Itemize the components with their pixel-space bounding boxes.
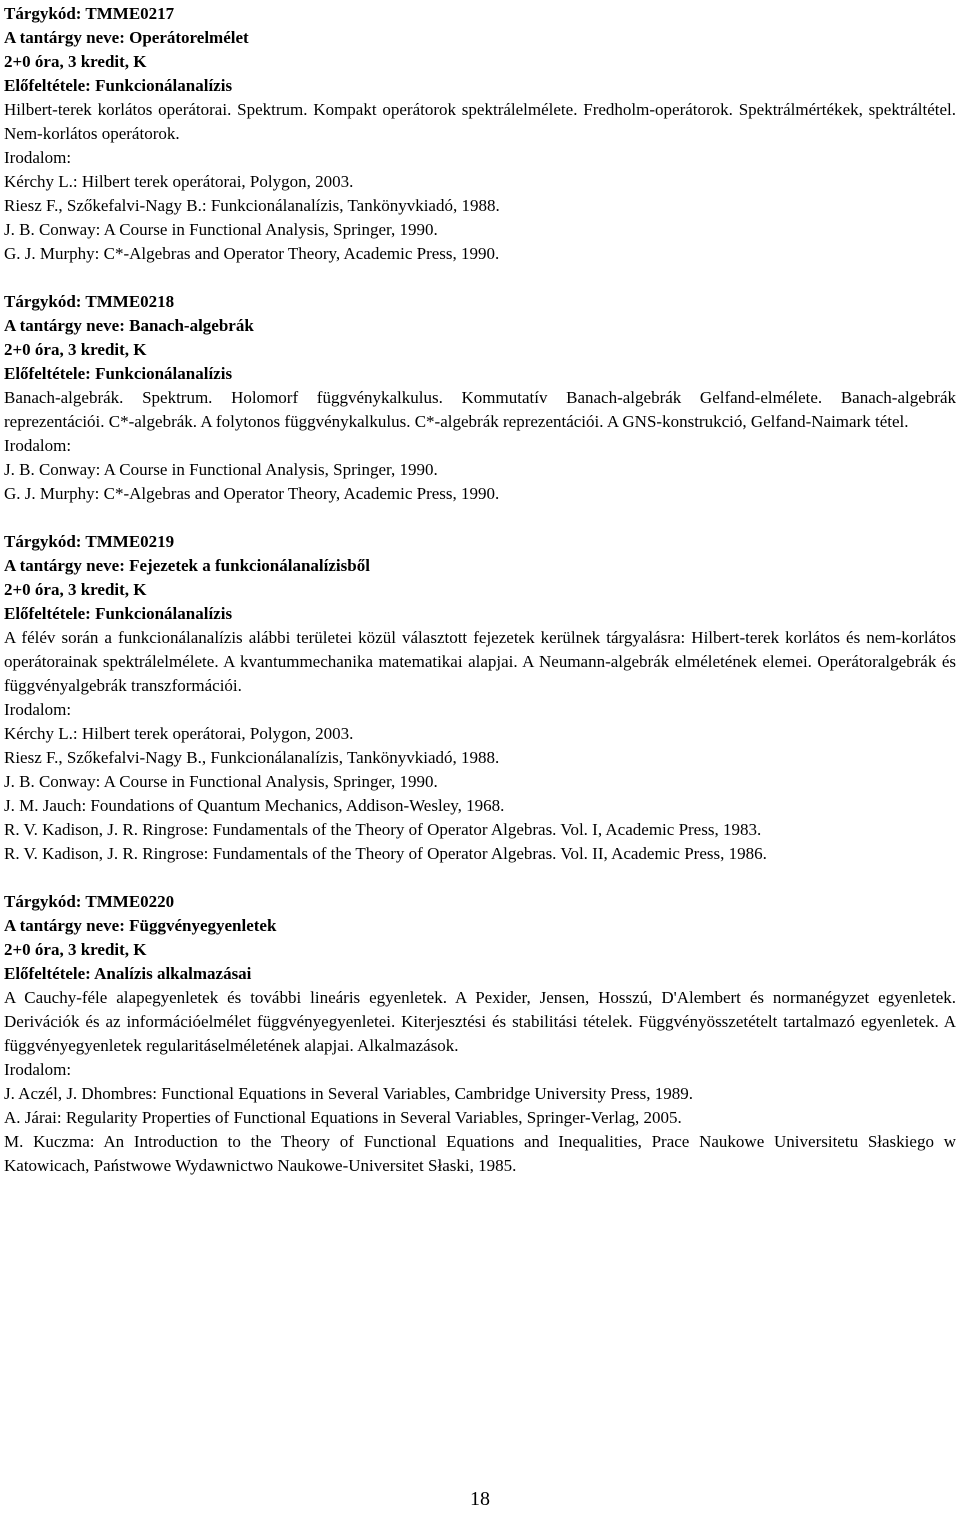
reference-item: M. Kuczma: An Introduction to the Theory of Functional Equations and Inequalities, Prace Naukowe Universitetu Słaskiego w Katowicach, Państwowe Wydawnictwo Naukowe-Universitet Słaski, 1985.: [4, 1132, 956, 1175]
reference-item: J. B. Conway: A Course in Functional Analysis, Springer, 1990.: [4, 460, 438, 479]
reference-item: J. B. Conway: A Course in Functional Analysis, Springer, 1990.: [4, 220, 438, 239]
course-hours: 2+0 óra, 3 kredit, K: [4, 940, 147, 959]
course-name: A tantárgy neve: Banach-algebrák: [4, 316, 254, 335]
page-number: 18: [470, 1488, 490, 1510]
course-description: Banach-algebrák. Spektrum. Holomorf függvénykalkulus. Kommutatív Banach-algebrák Gelfand-elmélete. Banach-algebrák reprezentációi. C*-algebrák. A folytonos függvénykalkulus. C*-algebrák reprezentációi. A GNS-konstrukció, Gelfand-Naimark tétel.: [4, 388, 956, 431]
reference-item: R. V. Kadison, J. R. Ringrose: Fundamentals of the Theory of Operator Algebras. Vol. I, Academic Press, 1983.: [4, 820, 762, 839]
reference-item: J. B. Conway: A Course in Functional Analysis, Springer, 1990.: [4, 772, 438, 791]
literature-label: Irodalom:: [4, 436, 72, 455]
reference-item: R. V. Kadison, J. R. Ringrose: Fundamentals of the Theory of Operator Algebras. Vol. II, Academic Press, 1986.: [4, 844, 767, 863]
literature-label: Irodalom:: [4, 1060, 72, 1079]
course-prereq: Előfeltétele: Funkcionálanalízis: [4, 76, 233, 95]
course-tmme0220: [4, 890, 956, 1178]
course-prereq: Előfeltétele: Analízis alkalmazásai: [4, 964, 252, 983]
reference-item: J. M. Jauch: Foundations of Quantum Mechanics, Addison-Wesley, 1968.: [4, 796, 505, 815]
course-tmme0218: [4, 290, 956, 506]
course-name: A tantárgy neve: Fejezetek a funkcionálanalízisből: [4, 556, 370, 575]
course-description: A félév során a funkcionálanalízis alábbi területei közül választott fejezetek kerülnek tárgyalásra: Hilbert-terek korlátos és nem-korlátos operátorainak spektrálelmélete. A kvantummechanika matematikai alapjai. A Neumann-algebrák elméletének elemei. Operátoralgebrák és függvényalgebrák transzformációi.: [4, 628, 956, 695]
course-name: A tantárgy neve: Operátorelmélet: [4, 28, 249, 47]
course-prereq: Előfeltétele: Funkcionálanalízis: [4, 364, 233, 383]
reference-item: Riesz F., Szőkefalvi-Nagy B., Funkcionálanalízis, Tankönyvkiadó, 1988.: [4, 748, 500, 767]
reference-item: Riesz F., Szőkefalvi-Nagy B.: Funkcionálanalízis, Tankönyvkiadó, 1988.: [4, 196, 500, 215]
course-name: A tantárgy neve: Függvényegyenletek: [4, 916, 277, 935]
course-hours: 2+0 óra, 3 kredit, K: [4, 580, 147, 599]
literature-label: Irodalom:: [4, 148, 72, 167]
course-code: Tárgykód: TMME0219: [4, 532, 175, 551]
course-hours: 2+0 óra, 3 kredit, K: [4, 52, 147, 71]
course-code: Tárgykód: TMME0218: [4, 292, 175, 311]
reference-item: Kérchy L.: Hilbert terek operátorai, Polygon, 2003.: [4, 724, 354, 743]
course-code: Tárgykód: TMME0220: [4, 892, 175, 911]
course-prereq: Előfeltétele: Funkcionálanalízis: [4, 604, 233, 623]
document-page: [4, 0, 956, 1178]
course-description: A Cauchy-féle alapegyenletek és további lineáris egyenletek. A Pexider, Jensen, Hosszú, D'Alembert és normanégyzet egyenletek. Derivációk és az információelmélet függvényegyenletei. Kiterjesztési és stabilitási tételek. Függvényösszetételt tartalmazó egyenletek. A függvényegyenletek regularitáselméletének alapjai. Alkalmazások.: [4, 988, 956, 1055]
reference-item: A. Járai: Regularity Properties of Functional Equations in Several Variables, Springer-Verlag, 2005.: [4, 1108, 682, 1127]
course-hours: 2+0 óra, 3 kredit, K: [4, 340, 147, 359]
course-description: Hilbert-terek korlátos operátorai. Spektrum. Kompakt operátorok spektrálelmélete. Fredholm-operátorok. Spektrálmértékek, spektráltétel. Nem-korlátos operátorok.: [4, 100, 956, 143]
course-tmme0219: [4, 530, 956, 866]
reference-item: Kérchy L.: Hilbert terek operátorai, Polygon, 2003.: [4, 172, 354, 191]
reference-item: G. J. Murphy: C*-Algebras and Operator Theory, Academic Press, 1990.: [4, 244, 500, 263]
course-tmme0217: [4, 0, 956, 266]
course-code: Tárgykód: TMME0217: [4, 4, 175, 23]
reference-item: J. Aczél, J. Dhombres: Functional Equations in Several Variables, Cambridge University Press, 1989.: [4, 1084, 694, 1103]
literature-label: Irodalom:: [4, 700, 72, 719]
reference-item: G. J. Murphy: C*-Algebras and Operator Theory, Academic Press, 1990.: [4, 484, 500, 503]
